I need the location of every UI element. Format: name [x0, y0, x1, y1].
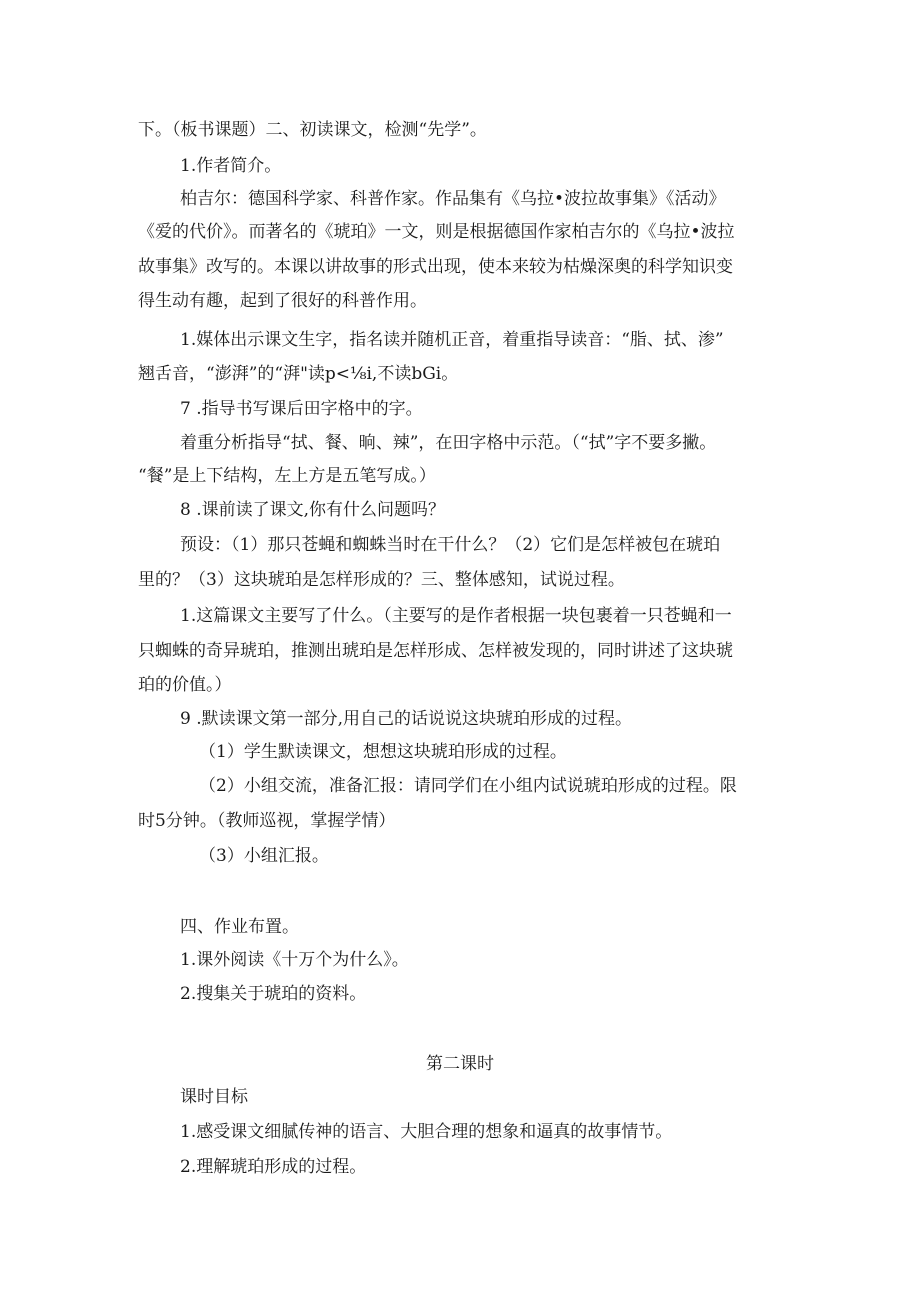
list-item: 2.理解琥珀形成的过程。 — [180, 1157, 367, 1177]
lesson-title: 第二课时 — [426, 1054, 494, 1074]
text-line: 得生动有趣，起到了很好的科普作用。 — [138, 291, 427, 311]
text-line: 7 .指导书写课后田字格中的字。 — [180, 399, 423, 419]
text-line: （2）小组交流，准备汇报：请同学们在小组内试说琥珀形成的过程。限 — [199, 776, 737, 796]
list-item: 1.感受课文细腻传神的语言、大胆合理的想象和逼真的故事情节。 — [180, 1122, 673, 1142]
text-line: 预设：（1）那只苍蝇和蜘蛛当时在干什么？（2）它们是怎样被包在琥珀 — [180, 535, 721, 555]
text-line: 翘舌音，“澎湃”的“湃"读p<⅛i,不读bGi。 — [138, 364, 459, 384]
text-line: “餐”是上下结构，左上方是五笔写成。） — [138, 466, 436, 486]
list-item: 1.课外阅读《十万个为什么》。 — [180, 950, 409, 970]
text-line: 下。（板书课题）二、初读课文，检测“先学”。 — [138, 120, 487, 140]
text-line: 柏吉尔：德国科学家、科普作家。作品集有《乌拉•波拉故事集》《活动》 — [180, 189, 726, 209]
text-line: 珀的价值。） — [138, 675, 232, 695]
text-line: 只蜘蛛的奇异琥珀，推测出琥珀是怎样形成、怎样被发现的，同时讲述了这块琥 — [138, 641, 733, 661]
text-line: 时5分钟。（教师巡视，掌握学情） — [138, 811, 396, 831]
text-line: 1.作者简介。 — [180, 156, 282, 176]
text-line: 故事集》改写的。本课以讲故事的形式出现，使本来较为枯燥深奥的科学知识变 — [138, 257, 733, 277]
text-line: 1.媒体出示课文生字，指名读并随机正音，着重指导读音：“脂、拭、渗” — [180, 330, 724, 350]
text-line: 1.这篇课文主要写了什么。（主要写的是作者根据一块包裹着一只苍蝇和一 — [180, 606, 732, 626]
text-line: 着重分析指导“拭、餐、晌、辣”，在田字格中示范。（“拭”字不要多撇。 — [180, 433, 717, 453]
section-heading: 四、作业布置。 — [180, 917, 299, 937]
text-line: 8 .课前读了课文,你有什么问题吗？ — [180, 500, 446, 520]
list-item: 2.搜集关于琥珀的资料。 — [180, 984, 367, 1004]
text-line: 9 .默读课文第一部分,用自己的话说说这块琥珀形成的过程。 — [180, 709, 633, 729]
subheading: 课时目标 — [180, 1087, 248, 1107]
text-line: （1）学生默读课文，想想这块琥珀形成的过程。 — [199, 742, 567, 762]
text-line: 《爱的代价》。而著名的《琥珀》一文，则是根据德国作家柏吉尔的《乌拉•波拉 — [138, 222, 735, 242]
text-line: 里的？（3）这块琥珀是怎样形成的？三、整体感知，试说过程。 — [138, 570, 625, 590]
text-line: （3）小组汇报。 — [199, 846, 329, 866]
